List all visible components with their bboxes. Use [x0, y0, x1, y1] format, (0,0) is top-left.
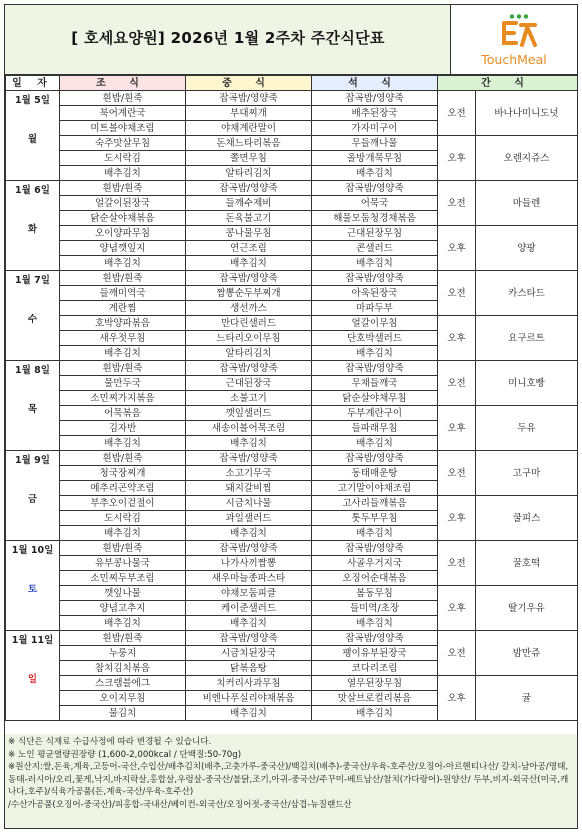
breakfast-item: 배추김치 [60, 256, 186, 271]
dinner-item: 가자미구이 [312, 121, 438, 136]
day-cell [6, 541, 60, 631]
lunch-item: 과일샐러드 [186, 511, 312, 526]
lunch-item: 연근조림 [186, 241, 312, 256]
dinner-item: 맛살브로컬리볶음 [312, 691, 438, 706]
breakfast-item: 어묵볶음 [60, 406, 186, 421]
breakfast-item: 배추김치 [60, 346, 186, 361]
day-date: 1월 6일 [15, 185, 50, 196]
dinner-item: 배추김치 [312, 616, 438, 631]
lunch-item: 잡곡밥/영양죽 [186, 181, 312, 196]
header-breakfast: 조 식 [60, 76, 186, 91]
breakfast-item: 배추김치 [60, 436, 186, 451]
table-row [6, 631, 578, 646]
breakfast-item: 숙주맛살무침 [60, 136, 186, 151]
breakfast-item: 누룽지 [60, 646, 186, 661]
lunch-item: 만다린샐러드 [186, 316, 312, 331]
breakfast-item: 북어계란국 [60, 106, 186, 121]
table-row [6, 406, 578, 421]
day-cell [6, 181, 60, 271]
breakfast-item: 메추리곤약조림 [60, 481, 186, 496]
note-origin: ※원산지:쌀,돈육,계육,고등어-국산,수입산/배추김치(배추,고춧가루-중국산)/백김치(배추)-중국산/우육-호주산/오징어-아르헨티나산/ 갈치-남아공/명태,동태-러시아/오리,꽃게,낙지,바지락살,홍합살,우렁살-중국산/불닭,조기,아귀-중국산/주꾸미-베트남산/참치(가다랑어)-원양산/ 두부,비지-외국산(미국,캐나다,호주)/식육가공품(돈,계육-국산/우육-호주산) [8, 762, 569, 797]
day-weekday: 수 [27, 314, 38, 325]
lunch-item: 치커리사과무침 [186, 676, 312, 691]
dinner-item: 배추김치 [312, 706, 438, 721]
dinner-item: 잡곡밥/영양죽 [312, 451, 438, 466]
day-cell [6, 91, 60, 181]
lunch-item: 돈채느타리볶음 [186, 136, 312, 151]
weekly-menu-table [5, 75, 578, 721]
snack-time: 오후 [438, 676, 476, 721]
snack-time: 오전 [438, 271, 476, 316]
day-cell [6, 361, 60, 451]
breakfast-item: 배추김치 [60, 616, 186, 631]
lunch-item: 나가사끼짬뽕 [186, 556, 312, 571]
table-row [6, 91, 578, 106]
day-date: 1월 11일 [11, 635, 54, 646]
snack-item: 오렌지쥬스 [476, 136, 578, 181]
dinner-item: 배추김치 [312, 256, 438, 271]
lunch-item: 근대된장국 [186, 376, 312, 391]
lunch-item: 케이준샐러드 [186, 601, 312, 616]
lunch-item: 배추김치 [186, 526, 312, 541]
snack-item: 딸기우유 [476, 586, 578, 631]
dinner-item: 고기말이야채조림 [312, 481, 438, 496]
snack-item: 고구마 [476, 451, 578, 496]
lunch-item: 시금치나물 [186, 496, 312, 511]
dinner-item: 들파래무침 [312, 421, 438, 436]
snack-item: 카스타드 [476, 271, 578, 316]
snack-time: 오후 [438, 586, 476, 631]
header-dinner: 석 식 [312, 76, 438, 91]
breakfast-item: 소민찌두부조림 [60, 571, 186, 586]
breakfast-item: 흰밥/흰죽 [60, 271, 186, 286]
lunch-item: 쫄면무침 [186, 151, 312, 166]
dinner-item: 단호박샐러드 [312, 331, 438, 346]
snack-item: 미니호빵 [476, 361, 578, 406]
menu-sheet [4, 4, 578, 829]
table-row [6, 136, 578, 151]
dinner-item: 배추김치 [312, 436, 438, 451]
table-row [6, 271, 578, 286]
breakfast-item: 깻잎나물 [60, 586, 186, 601]
breakfast-item: 닭순살야채볶음 [60, 211, 186, 226]
snack-time: 오전 [438, 181, 476, 226]
lunch-item: 돈육불고기 [186, 211, 312, 226]
notes-section [5, 734, 577, 828]
snack-item: 쿨피스 [476, 496, 578, 541]
lunch-item: 야채모둠피클 [186, 586, 312, 601]
touchmeal-logo-icon [499, 13, 539, 49]
dinner-item: 잡곡밥/영양죽 [312, 91, 438, 106]
lunch-item: 새우마늘종파스타 [186, 571, 312, 586]
table-row [6, 361, 578, 376]
header-lunch: 중 식 [186, 76, 312, 91]
lunch-item: 부대찌개 [186, 106, 312, 121]
breakfast-item: 새우젓무침 [60, 331, 186, 346]
snack-item: 양팡 [476, 226, 578, 271]
lunch-item: 잡곡밥/영양죽 [186, 451, 312, 466]
breakfast-item: 양념고추지 [60, 601, 186, 616]
header-snack: 간 식 [438, 76, 578, 91]
lunch-item: 배추김치 [186, 706, 312, 721]
breakfast-item: 김자반 [60, 421, 186, 436]
breakfast-item: 양념깻잎지 [60, 241, 186, 256]
note-calorie: ※ 노인 평균열량권장량 (1,600-2,000kcal / 단백질:50-70g) [8, 749, 242, 760]
header-date: 일 자 [6, 76, 60, 91]
table-row [6, 541, 578, 556]
breakfast-item: 배추김치 [60, 526, 186, 541]
day-weekday: 일 [27, 674, 38, 685]
day-weekday: 토 [27, 584, 38, 595]
breakfast-item: 부추오이겉절이 [60, 496, 186, 511]
lunch-item: 배추김치 [186, 436, 312, 451]
breakfast-item: 도시락김 [60, 151, 186, 166]
snack-time: 오전 [438, 361, 476, 406]
dinner-item: 팽이유부된장국 [312, 646, 438, 661]
breakfast-item: 소민찌가지볶음 [60, 391, 186, 406]
breakfast-item: 흰밥/흰죽 [60, 361, 186, 376]
snack-item: 요구르트 [476, 316, 578, 361]
snack-time: 오전 [438, 91, 476, 136]
snack-item: 바나나미니도넛 [476, 91, 578, 136]
breakfast-item: 물만두국 [60, 376, 186, 391]
snack-item: 마들렌 [476, 181, 578, 226]
snack-time: 오전 [438, 631, 476, 676]
dinner-item: 배추김치 [312, 346, 438, 361]
day-cell [6, 271, 60, 361]
breakfast-item: 물김치 [60, 706, 186, 721]
lunch-item: 배추김치 [186, 616, 312, 631]
dinner-item: 고사리들깨볶음 [312, 496, 438, 511]
lunch-item: 소불고기 [186, 391, 312, 406]
lunch-item: 잡곡밥/영양죽 [186, 541, 312, 556]
page-title: [ 호세요양원] 2026년 1월 2주차 주간식단표 [71, 29, 385, 47]
day-date: 1월 7일 [15, 275, 50, 286]
lunch-item: 시금치된장국 [186, 646, 312, 661]
dinner-item: 두부계란구이 [312, 406, 438, 421]
dinner-item: 무들깨나물 [312, 136, 438, 151]
snack-time: 오후 [438, 406, 476, 451]
lunch-item: 콩나물무침 [186, 226, 312, 241]
dinner-item: 근대된장무침 [312, 226, 438, 241]
breakfast-item: 흰밥/흰죽 [60, 631, 186, 646]
snack-item: 꿀호떡 [476, 541, 578, 586]
breakfast-item: 오이지무침 [60, 691, 186, 706]
lunch-item: 잡곡밥/영양죽 [186, 631, 312, 646]
breakfast-item: 계란찜 [60, 301, 186, 316]
day-date: 1월 5일 [15, 95, 50, 106]
snack-item: 밤만쥬 [476, 631, 578, 676]
lunch-item: 생선까스 [186, 301, 312, 316]
table-row [6, 316, 578, 331]
dinner-item: 잡곡밥/영양죽 [312, 631, 438, 646]
day-cell [6, 631, 60, 721]
day-weekday: 월 [27, 134, 38, 145]
lunch-item: 소고기무국 [186, 466, 312, 481]
lunch-item: 깻잎샐러드 [186, 406, 312, 421]
day-cell [6, 451, 60, 541]
breakfast-item: 참치김치볶음 [60, 661, 186, 676]
table-row [6, 676, 578, 691]
note-change: ※ 식단은 식재료 수급사정에 따라 변경될 수 있습니다. [8, 737, 212, 747]
table-row [6, 181, 578, 196]
lunch-item: 잡곡밥/영양죽 [186, 361, 312, 376]
dinner-item: 마파두부 [312, 301, 438, 316]
lunch-item: 잡곡밥/영양죽 [186, 91, 312, 106]
dinner-item: 사골우거지국 [312, 556, 438, 571]
breakfast-item: 들깨미역국 [60, 286, 186, 301]
menu-body [6, 91, 578, 721]
breakfast-item: 스크램블에그 [60, 676, 186, 691]
dinner-item: 들미역/초장 [312, 601, 438, 616]
lunch-item: 잡곡밥/영양죽 [186, 271, 312, 286]
breakfast-item: 청국장찌개 [60, 466, 186, 481]
breakfast-item: 흰밥/흰죽 [60, 541, 186, 556]
dinner-item: 무채들깨국 [312, 376, 438, 391]
breakfast-item: 도시락김 [60, 511, 186, 526]
lunch-item: 비엔나푸실리야채볶음 [186, 691, 312, 706]
snack-time: 오전 [438, 541, 476, 586]
note-origin-cont: /수산가공품(오징어-중국산)/피홍합-국내산/베이컨-외국산/오징어젓-중국산/삼겹-뉴질랜드산 [8, 799, 352, 810]
dinner-item: 잡곡밥/영양죽 [312, 271, 438, 286]
lunch-item: 새송이볼어묵조림 [186, 421, 312, 436]
dinner-item: 잡곡밥/영양죽 [312, 181, 438, 196]
dinner-item: 콘샐러드 [312, 241, 438, 256]
dinner-item: 잡곡밥/영양죽 [312, 361, 438, 376]
dinner-item: 배추된장국 [312, 106, 438, 121]
breakfast-item: 오이양파무침 [60, 226, 186, 241]
table-row [6, 586, 578, 601]
lunch-item: 알타리김치 [186, 346, 312, 361]
dinner-item: 올방개묵무침 [312, 151, 438, 166]
snack-time: 오전 [438, 451, 476, 496]
dinner-item: 오징어순대볶음 [312, 571, 438, 586]
day-weekday: 화 [27, 224, 38, 235]
dinner-item: 봄동무침 [312, 586, 438, 601]
breakfast-item: 미트볼야채조림 [60, 121, 186, 136]
logo-area [451, 5, 577, 75]
table-row [6, 496, 578, 511]
breakfast-item: 흰밥/흰죽 [60, 91, 186, 106]
title-bar [5, 5, 451, 75]
breakfast-item: 유부콩나물국 [60, 556, 186, 571]
day-weekday: 금 [27, 494, 38, 505]
lunch-item: 느타리오이무침 [186, 331, 312, 346]
breakfast-item: 호박양파볶음 [60, 316, 186, 331]
dinner-item: 톳두부무침 [312, 511, 438, 526]
dinner-item: 열무된장무침 [312, 676, 438, 691]
lunch-item: 야채계란말이 [186, 121, 312, 136]
lunch-item: 배추김치 [186, 256, 312, 271]
breakfast-item: 흰밥/흰죽 [60, 181, 186, 196]
day-date: 1월 8일 [15, 365, 50, 376]
day-date: 1월 9일 [15, 455, 50, 466]
snack-item: 귤 [476, 676, 578, 721]
lunch-item: 들깨수제비 [186, 196, 312, 211]
dinner-item: 잡곡밥/영양죽 [312, 541, 438, 556]
dinner-item: 배추김치 [312, 166, 438, 181]
day-weekday: 목 [27, 404, 38, 415]
lunch-item: 닭볶음탕 [186, 661, 312, 676]
dinner-item: 배추김치 [312, 526, 438, 541]
lunch-item: 돼지갈비찜 [186, 481, 312, 496]
dinner-item: 얼갈이무침 [312, 316, 438, 331]
breakfast-item: 배추김치 [60, 166, 186, 181]
dinner-item: 아욱된장국 [312, 286, 438, 301]
table-row [6, 226, 578, 241]
table-row [6, 451, 578, 466]
breakfast-item: 얼갈이된장국 [60, 196, 186, 211]
lunch-item: 짬뽕순두부찌개 [186, 286, 312, 301]
breakfast-item: 흰밥/흰죽 [60, 451, 186, 466]
logo-text: TouchMeal [481, 52, 547, 67]
snack-time: 오후 [438, 496, 476, 541]
dinner-item: 코다리조림 [312, 661, 438, 676]
snack-time: 오후 [438, 226, 476, 271]
dinner-item: 어묵국 [312, 196, 438, 211]
snack-time: 오후 [438, 316, 476, 361]
dinner-item: 해물모둠청경채볶음 [312, 211, 438, 226]
dinner-item: 동태매운탕 [312, 466, 438, 481]
snack-item: 두유 [476, 406, 578, 451]
day-date: 1월 10일 [11, 545, 54, 556]
lunch-item: 알타리김치 [186, 166, 312, 181]
dinner-item: 닭순살야채무침 [312, 391, 438, 406]
snack-time: 오후 [438, 136, 476, 181]
